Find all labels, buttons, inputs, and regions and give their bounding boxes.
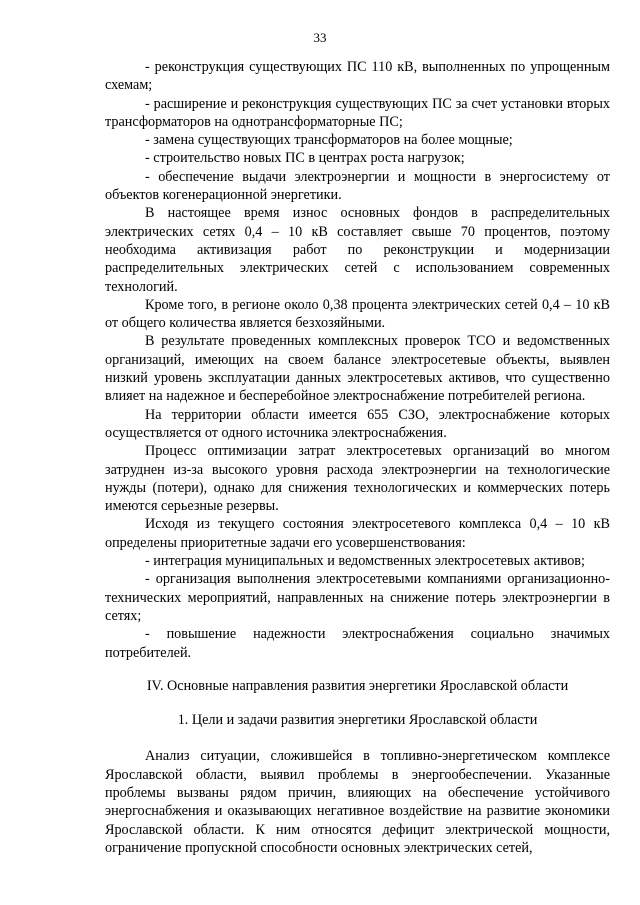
paragraph: В результате проведенных комплексных проверок ТСО и ведомственных организаций, имеющих на своем балансе электросетевые объекты, выявлен низкий уровень эксплуатации данных электросетевых активов, что существенно влияет на надежное и бесперебойное электроснабжение потребителей региона. <box>105 333 610 405</box>
paragraph: Анализ ситуации, сложившейся в топливно-энергетическом комплексе Ярославской области, выявил проблемы в энергообеспечении. Указанные проблемы вызваны рядом причин, влияющих на обеспечение устойчивого энергоснабжения и оказывающих негативное воздействие на развитие экономики Ярославской области. К ним относятся дефицит электрической мощности, ограничение пропускной способности основных электрических сетей, <box>105 748 610 856</box>
subsection-heading: 1. Цели и задачи развития энергетики Ярославской области <box>177 712 538 729</box>
paragraph: На территории области имеется 655 СЗО, электроснабжение которых осуществляется от одного источника электроснабжения. <box>105 406 610 441</box>
page-number: 33 <box>313 30 327 45</box>
paragraph: - организация выполнения электросетевыми компаниями организационно-технических мероприятий, направленных на снижение потерь электроэнергии в сетях; <box>105 571 610 624</box>
paragraph: - расширение и реконструкция существующих ПС за счет установки вторых трансформаторов на однотрансформаторные ПС; <box>105 95 610 130</box>
paragraph: Кроме того, в регионе около 0,38 процента электрических сетей 0,4 – 10 кВ от общего количества является безхозяйными. <box>105 296 610 332</box>
paragraph: - интеграция муниципальных и ведомственных электросетевых активов; <box>145 553 585 570</box>
paragraph: Процесс оптимизации затрат электросетевых организаций во многом затруднен из-за высокого уровня расхода электроэнергии на технологические нужды (потери), однако для снижения технологических и коммерческих потерь имеются серьезные резервы. <box>105 443 610 515</box>
paragraph: Исходя из текущего состояния электросетевого комплекса 0,4 – 10 кВ определены приоритетные задачи его усовершенствования: <box>105 516 610 551</box>
spacer <box>105 729 610 747</box>
paragraph: - обеспечение выдачи электроэнергии и мощности в энергосистему от объектов когенерационной энергетики. <box>105 168 610 204</box>
paragraph: - замена существующих трансформаторов на более мощные; <box>145 132 513 149</box>
paragraph: - строительство новых ПС в центрах роста нагрузок; <box>145 150 465 167</box>
document-body <box>105 58 610 857</box>
paragraph: - повышение надежности электроснабжения социально значимых потребителей. <box>105 626 610 661</box>
paragraph: В настоящее время износ основных фондов в распределительных электрических сетях 0,4 – 10 кВ составляет свыше 70 процентов, поэтому необходима активизация работ по реконструкции и модернизации распределительных электрических сетей с использованием современных технологий. <box>105 205 610 295</box>
section-heading: IV. Основные направления развития энергетики Ярославской области <box>146 677 569 694</box>
paragraph: - реконструкция существующих ПС 110 кВ, выполненных по упрощенным схемам; <box>105 59 610 94</box>
